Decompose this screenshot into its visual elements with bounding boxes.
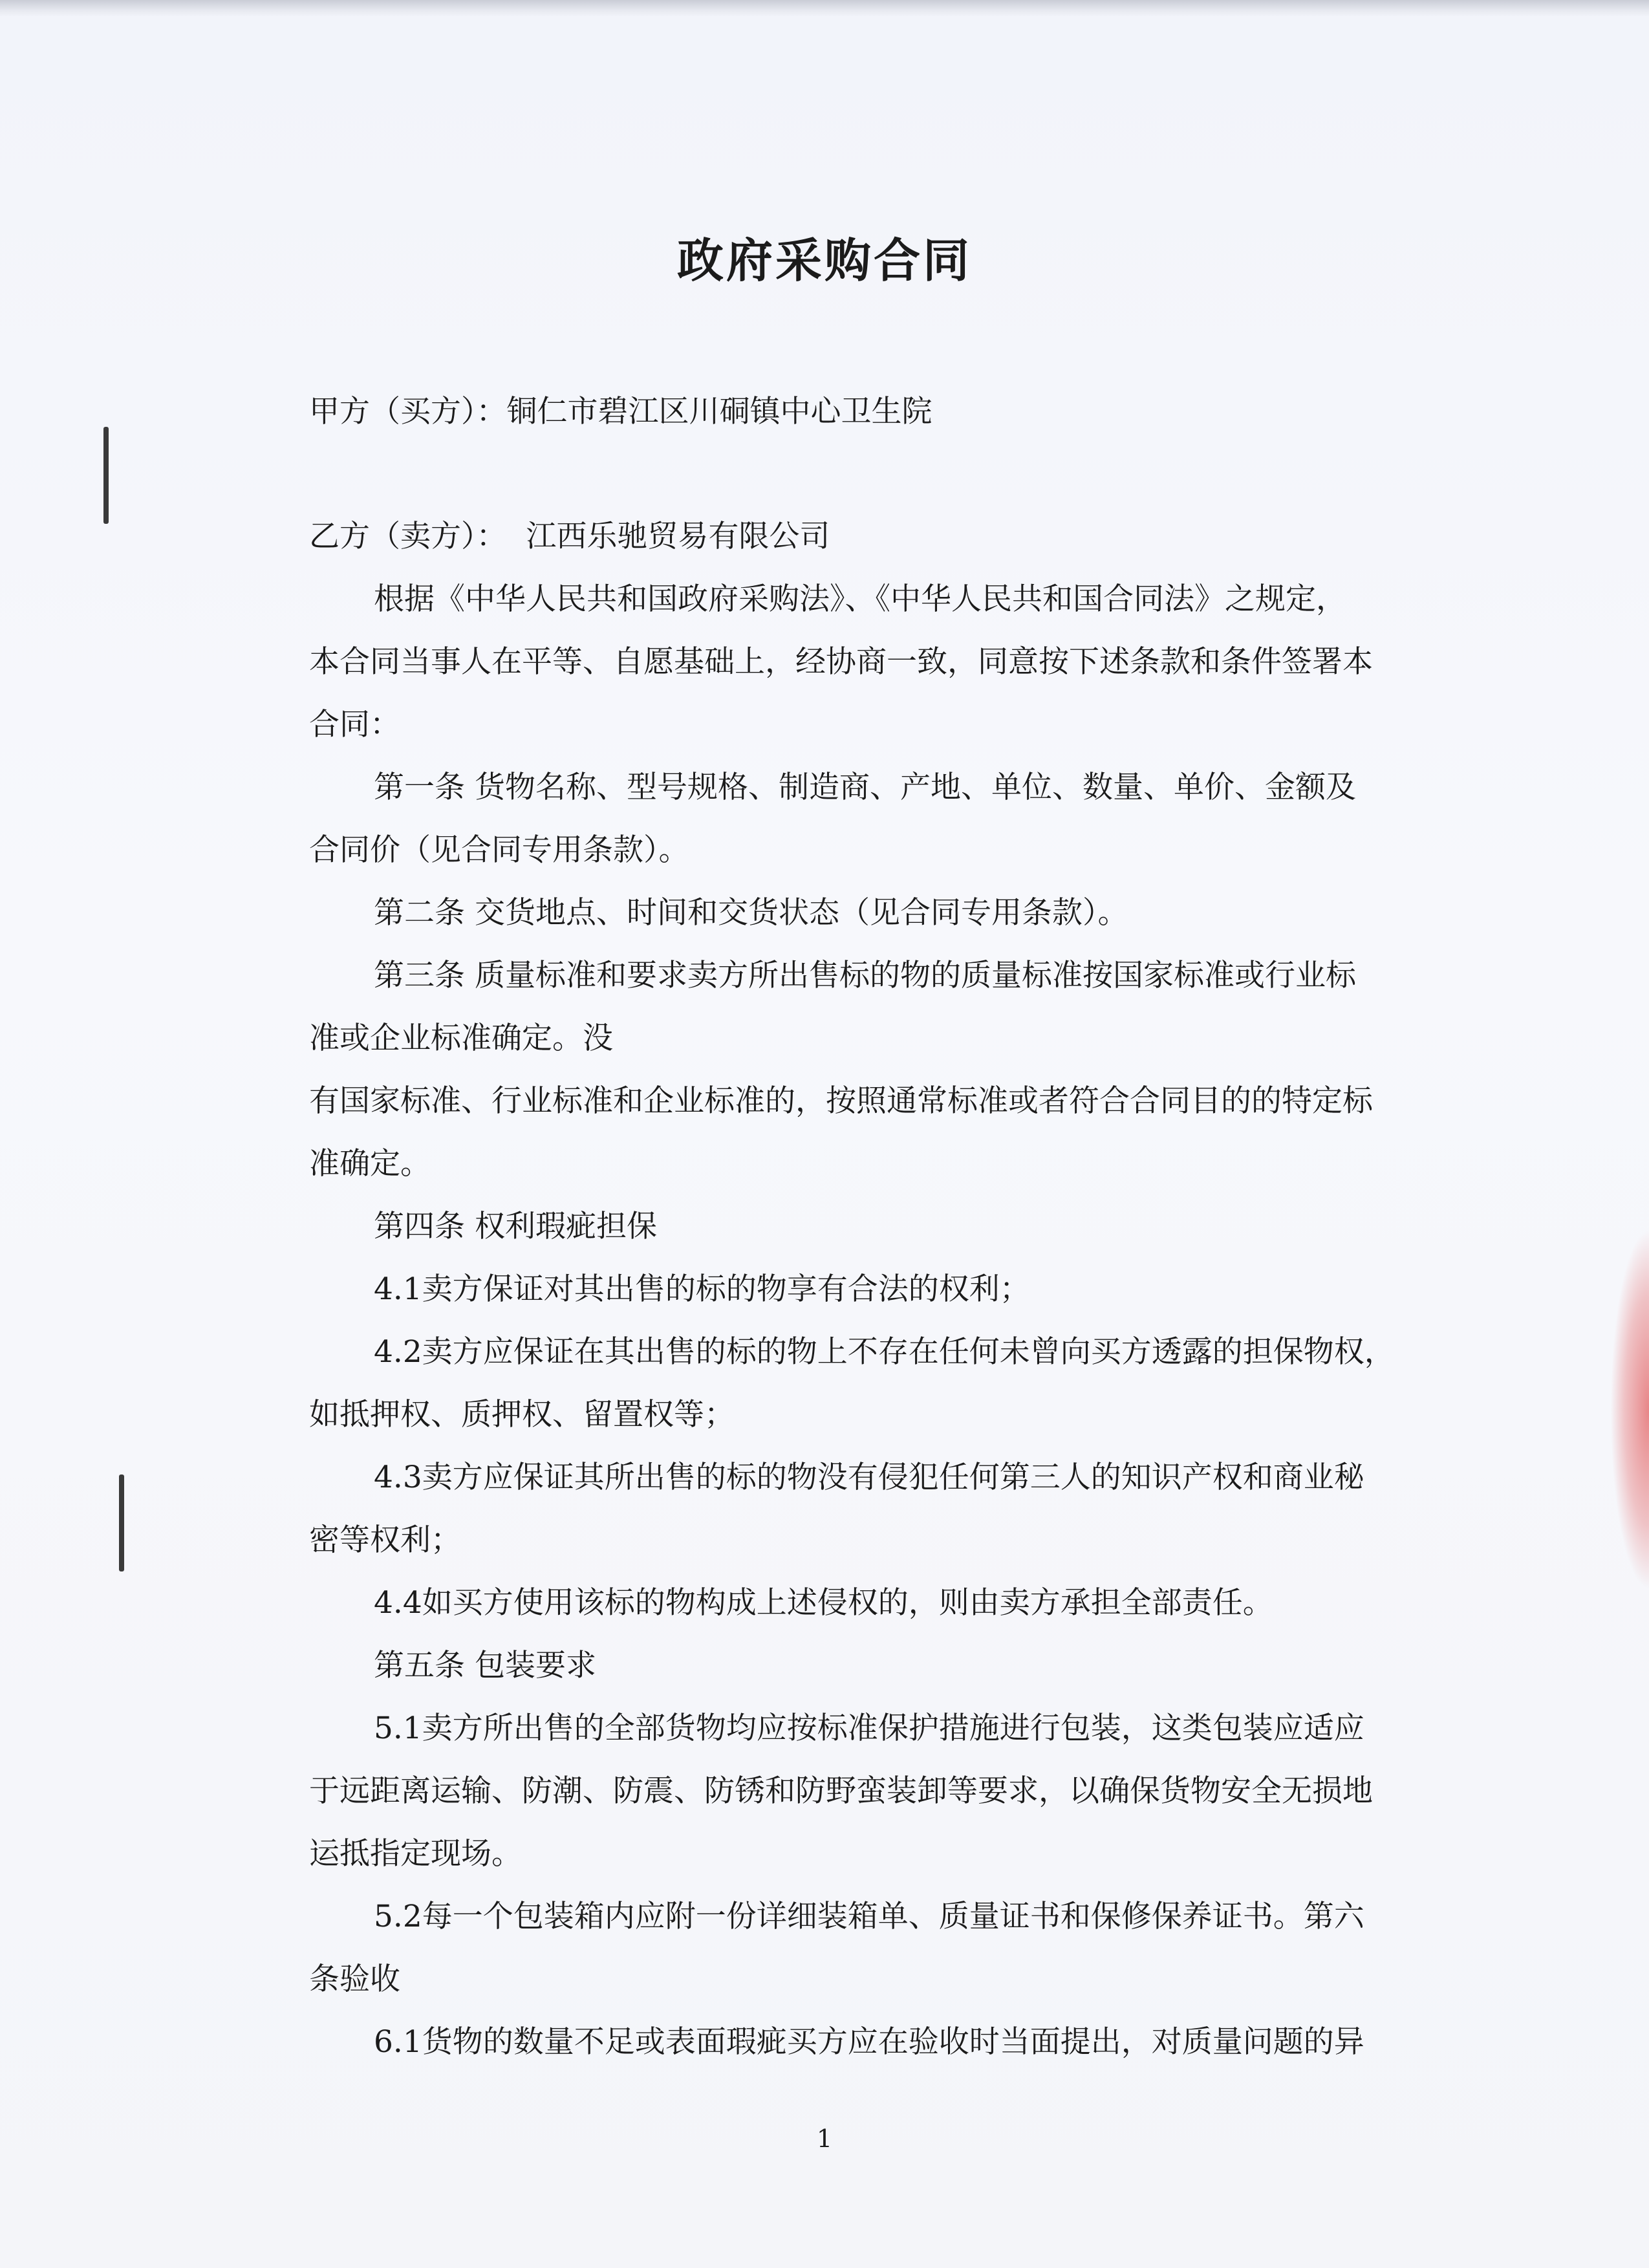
clause-1-heading: 第一条 货物名称、型号规格、制造商、产地、单位、数量、单价、金额及 bbox=[374, 770, 1356, 805]
clause-3-heading: 第三条 质量标准和要求卖方所出售标的物的质量标准按国家标准或行业标 bbox=[374, 958, 1356, 993]
clause-4-heading: 第四条 权利瑕疵担保 bbox=[374, 1209, 657, 1244]
red-seal-fragment bbox=[1610, 1229, 1649, 1591]
body-line: 根据《中华人民共和国政府采购法》、《中华人民共和国合同法》之规定， bbox=[374, 581, 1346, 617]
body-line: 4.4如买方使用该标的物构成上述侵权的，则由卖方承担全部责任。 bbox=[374, 1585, 1273, 1621]
body-line: 条验收 bbox=[309, 1961, 400, 1997]
party-b-line: 乙方（卖方）： 江西乐驰贸易有限公司 bbox=[309, 519, 830, 554]
paper-edge-shadow bbox=[0, 0, 1649, 17]
clause-5-heading: 第五条 包装要求 bbox=[374, 1648, 596, 1683]
body-line: 准确定。 bbox=[309, 1146, 431, 1182]
body-line: 如抵押权、质押权、留置权等； bbox=[309, 1397, 735, 1432]
body-line: 本合同当事人在平等、自愿基础上，经协商一致，同意按下述条款和条件签署本 bbox=[309, 644, 1373, 680]
party-a-line: 甲方（买方）：铜仁市碧江区川硐镇中心卫生院 bbox=[309, 394, 932, 429]
body-line: 4.3卖方应保证其所出售的标的物没有侵犯任何第三人的知识产权和商业秘 bbox=[374, 1460, 1364, 1495]
staple-icon bbox=[119, 1474, 124, 1571]
contract-title: 政府采购合同 bbox=[676, 233, 972, 288]
body-line: 5.2每一个包装箱内应附一份详细装箱单、质量证书和保修保养证书。第六 bbox=[374, 1899, 1364, 1934]
body-line: 于远距离运输、防潮、防震、防锈和防野蛮装卸等要求，以确保货物安全无损地 bbox=[309, 1773, 1373, 1809]
clause-2-heading: 第二条 交货地点、时间和交货状态（见合同专用条款）。 bbox=[374, 895, 1128, 931]
body-line: 6.1货物的数量不足或表面瑕疵买方应在验收时当面提出，对质量问题的异 bbox=[374, 2024, 1364, 2060]
body-line: 合同： bbox=[309, 707, 400, 742]
body-line: 5.1卖方所出售的全部货物均应按标准保护措施进行包装，这类包装应适应 bbox=[374, 1711, 1364, 1746]
body-line: 运抵指定现场。 bbox=[309, 1836, 522, 1872]
staple-icon bbox=[103, 427, 109, 524]
body-line: 4.2卖方应保证在其出售的标的物上不存在任何未曾向买方透露的担保物权， bbox=[374, 1334, 1395, 1370]
body-line: 4.1卖方保证对其出售的标的物享有合法的权利； bbox=[374, 1271, 1030, 1307]
body-line: 密等权利； bbox=[309, 1522, 461, 1558]
body-line: 准或企业标准确定。没 bbox=[309, 1021, 613, 1056]
page-number: 1 bbox=[816, 2124, 833, 2153]
body-line: 合同价（见合同专用条款）。 bbox=[309, 832, 689, 868]
body-line: 有国家标准、行业标准和企业标准的，按照通常标准或者符合合同目的的特定标 bbox=[309, 1083, 1373, 1119]
